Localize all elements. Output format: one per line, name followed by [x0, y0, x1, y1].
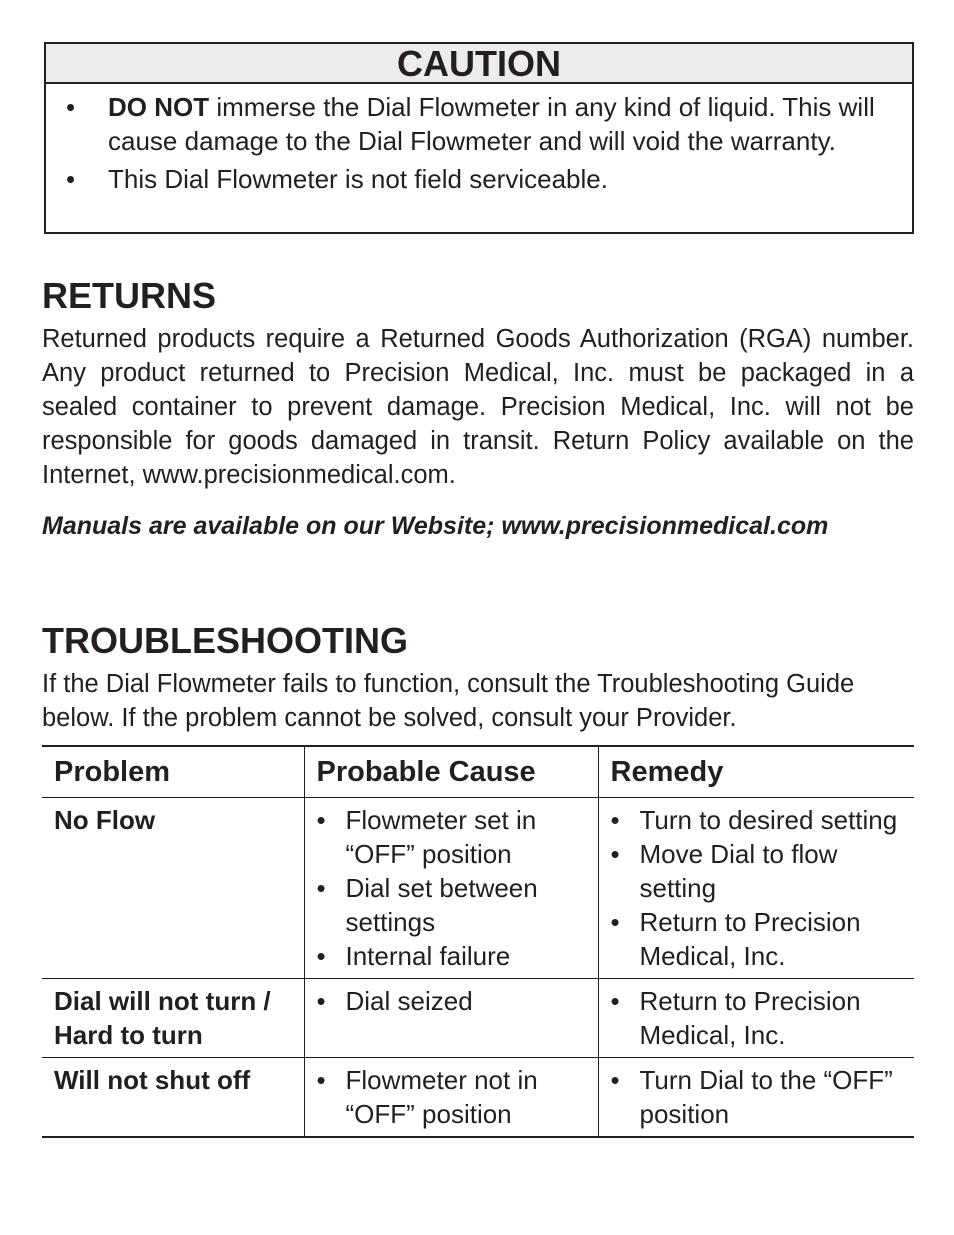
bullet-icon: •	[316, 986, 326, 1016]
cause-text: Dial seized	[345, 986, 473, 1016]
caution-list	[46, 84, 912, 196]
cause-text: Flowmeter set in “OFF” position	[345, 805, 537, 869]
bullet-icon: •	[610, 839, 620, 869]
bullet-icon: •	[66, 164, 76, 194]
caution-box	[44, 42, 914, 234]
cause-text: Flowmeter not in “OFF” position	[345, 1065, 538, 1129]
header-remedy: Remedy	[598, 746, 914, 798]
bullet-icon: •	[316, 1065, 326, 1095]
bullet-icon: •	[316, 873, 326, 903]
remedy-text: Move Dial to flow setting	[639, 839, 838, 903]
troubleshooting-intro: If the Dial Flowmeter fails to function, consult the Troubleshooting Guide below. If the problem cannot be solved, consult your Provider.	[42, 670, 855, 732]
table-row	[42, 798, 914, 979]
cause-cell	[304, 1058, 598, 1138]
caution-text: This Dial Flowmeter is not field serviceable.	[108, 164, 608, 194]
remedy-text: Turn to desired setting	[639, 805, 898, 835]
bullet-icon: •	[610, 986, 620, 1016]
bullet-icon: •	[316, 941, 326, 971]
list-item	[611, 1063, 903, 1131]
caution-text: immerse the Dial Flowmeter in any kind of liquid. This will cause damage to the Dial Flowmeter and will void the warranty.	[108, 92, 875, 156]
cause-text: Dial set between settings	[345, 873, 538, 937]
table-header-row	[42, 746, 914, 798]
remedy-cell	[598, 1058, 914, 1138]
troubleshooting-table	[42, 745, 914, 1138]
problem-cell: Dial will not turn / Hard to turn	[54, 986, 271, 1050]
bullet-icon: •	[610, 805, 620, 835]
remedy-cell	[598, 798, 914, 979]
list-item	[317, 803, 586, 871]
manuals-notice: Manuals are available on our Website; www.precisionmedical.com	[42, 512, 829, 540]
list-item	[317, 1063, 586, 1131]
list-item	[611, 837, 903, 905]
bullet-icon: •	[610, 907, 620, 937]
list-item	[317, 939, 586, 973]
caution-item	[46, 162, 912, 196]
list-item	[317, 984, 586, 1018]
caution-emphasis: DO NOT	[108, 92, 210, 122]
returns-body: Returned products require a Returned Goods Authorization (RGA) number. Any product returned to Precision Medical, Inc. must be packaged in a sealed container to prevent damage. Precision Medical, Inc. will not be responsible for goods damaged in transit. Return Policy available on the Internet, www.precisionmedical.com.	[42, 325, 914, 489]
caution-item	[46, 90, 912, 158]
list-item	[611, 803, 903, 837]
bullet-icon: •	[610, 1065, 620, 1095]
table-row	[42, 979, 914, 1058]
problem-cell: Will not shut off	[54, 1065, 251, 1095]
list-item	[317, 871, 586, 939]
remedy-text: Return to Precision Medical, Inc.	[639, 907, 861, 971]
header-problem: Problem	[54, 756, 171, 788]
problem-cell: No Flow	[54, 805, 156, 835]
returns-heading: RETURNS	[42, 275, 217, 316]
table-row	[42, 1058, 914, 1138]
cause-text: Internal failure	[345, 941, 511, 971]
bullet-icon: •	[66, 92, 76, 122]
troubleshooting-heading: TROUBLESHOOTING	[42, 620, 408, 661]
list-item	[611, 905, 903, 973]
remedy-text: Return to Precision Medical, Inc.	[639, 986, 861, 1050]
header-probable-cause: Probable Cause	[304, 746, 598, 798]
cause-cell	[304, 979, 598, 1058]
list-item	[611, 984, 903, 1052]
remedy-cell	[598, 979, 914, 1058]
bullet-icon: •	[316, 805, 326, 835]
remedy-text: Turn Dial to the “OFF” position	[639, 1065, 893, 1129]
caution-title: CAUTION	[46, 44, 912, 84]
cause-cell	[304, 798, 598, 979]
